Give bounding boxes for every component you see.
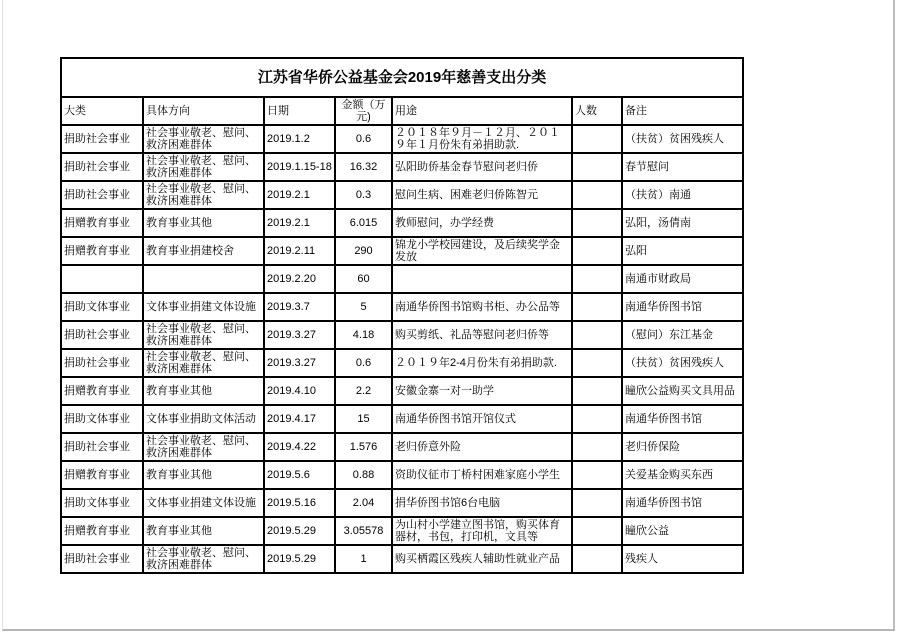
table-cell [572, 461, 622, 489]
table-cell [572, 377, 622, 405]
table-title-row [61, 58, 743, 97]
table-cell: 慰问生病、困难老归侨陈智元 [392, 181, 572, 209]
column-header-purpose: 用途 [392, 97, 572, 125]
table-cell: 15 [335, 405, 392, 433]
table-row [61, 265, 743, 293]
table-cell: 弘阳，汤倩南 [622, 209, 743, 237]
table-cell: 2.04 [335, 489, 392, 517]
table-cell: 教育事业其他 [143, 377, 264, 405]
table-cell: 2019.2.1 [264, 209, 335, 237]
column-header-people: 人数 [572, 97, 622, 125]
table-cell: 捐助社会事业 [61, 349, 143, 377]
table-cell [143, 265, 264, 293]
table-cell: 文体事业捐助文体活动 [143, 405, 264, 433]
table-cell [572, 209, 622, 237]
table-row [61, 377, 743, 405]
table-cell: 2019.3.27 [264, 321, 335, 349]
table-cell: 社会事业敬老、慰问、救济困难群体 [143, 545, 264, 573]
table-cell: 2019.5.6 [264, 461, 335, 489]
table-row [61, 405, 743, 433]
table-cell: 教育事业其他 [143, 209, 264, 237]
table-row [61, 517, 743, 545]
table-cell: 捐赠教育事业 [61, 237, 143, 265]
table-cell: 2019.5.16 [264, 489, 335, 517]
table-cell [61, 265, 143, 293]
table-cell: 捐助社会事业 [61, 181, 143, 209]
table-cell: 社会事业敬老、慰问、救济困难群体 [143, 321, 264, 349]
table-cell [572, 433, 622, 461]
table-cell: 瞳欣公益 [622, 517, 743, 545]
table-cell [572, 181, 622, 209]
table-cell: （慰问）东江基金 [622, 321, 743, 349]
table-cell: （扶贫）贫困残疾人 [622, 125, 743, 153]
table-cell: 教师慰问，办学经费 [392, 209, 572, 237]
table-cell: 社会事业敬老、慰问、救济困难群体 [143, 349, 264, 377]
table-row [61, 153, 743, 181]
table-cell: 1.576 [335, 433, 392, 461]
table-cell: 捐赠教育事业 [61, 461, 143, 489]
table-row [61, 237, 743, 265]
table-cell [572, 545, 622, 573]
table-cell: 1 [335, 545, 392, 573]
table-cell: 捐助文体事业 [61, 405, 143, 433]
table-cell: 购买剪纸、礼品等慰问老归侨等 [392, 321, 572, 349]
table-cell [572, 321, 622, 349]
table-cell [572, 517, 622, 545]
table-cell: 2019.1.15-18 [264, 153, 335, 181]
table-cell: 2019.1.2 [264, 125, 335, 153]
table-cell: 捐助文体事业 [61, 293, 143, 321]
table-cell: 290 [335, 237, 392, 265]
table-cell: 2019.5.29 [264, 545, 335, 573]
column-header-amount: 金额（万元) [335, 97, 392, 125]
table-cell: 2019.5.29 [264, 517, 335, 545]
table-cell [572, 125, 622, 153]
table-cell: 残疾人 [622, 545, 743, 573]
table-cell: 南通华侨图书馆 [622, 489, 743, 517]
table-cell: 2019.4.17 [264, 405, 335, 433]
table-cell: 南通市财政局 [622, 265, 743, 293]
table-cell: 2019.2.20 [264, 265, 335, 293]
table-cell: 瞳欣公益购买文具用品 [622, 377, 743, 405]
table-cell: 社会事业敬老、慰问、救济困难群体 [143, 433, 264, 461]
table-row [61, 181, 743, 209]
table-cell: 2019.3.27 [264, 349, 335, 377]
table-cell: 春节慰问 [622, 153, 743, 181]
table-cell: 捐华侨图书馆6台电脑 [392, 489, 572, 517]
table-row [61, 545, 743, 573]
table-cell: 捐赠教育事业 [61, 209, 143, 237]
table-cell [572, 153, 622, 181]
table-cell: 弘阳助侨基金春节慰问老归侨 [392, 153, 572, 181]
table-cell: 2019.3.7 [264, 293, 335, 321]
table-cell: 教育事业捐建校舍 [143, 237, 264, 265]
table-cell: 2019.2.11 [264, 237, 335, 265]
table-cell: 社会事业敬老、慰问、救济困难群体 [143, 125, 264, 153]
table-cell: 2019.2.1 [264, 181, 335, 209]
page-title: 江苏省华侨公益基金会2019年慈善支出分类 [61, 58, 743, 97]
table-cell [392, 265, 572, 293]
table-cell [572, 293, 622, 321]
table-cell: 捐助社会事业 [61, 125, 143, 153]
table-cell: 社会事业敬老、慰问、救济困难群体 [143, 153, 264, 181]
table-cell: 捐助社会事业 [61, 321, 143, 349]
table-row [61, 461, 743, 489]
table-row [61, 209, 743, 237]
table-cell: 捐助社会事业 [61, 433, 143, 461]
table-cell [572, 265, 622, 293]
table-cell: 60 [335, 265, 392, 293]
table-cell: （扶贫）贫困残疾人 [622, 349, 743, 377]
table-cell: 老归侨意外险 [392, 433, 572, 461]
table-cell: 南通华侨图书馆购书柜、办公品等 [392, 293, 572, 321]
table-cell: 3.05578 [335, 517, 392, 545]
table-cell: 南通华侨图书馆开馆仪式 [392, 405, 572, 433]
table-cell: 为山村小学建立图书馆，购买体育器材，书包，打印机，文具等 [392, 517, 572, 545]
table-cell: 老归侨保险 [622, 433, 743, 461]
table-cell [572, 349, 622, 377]
expense-table [60, 57, 744, 574]
table-cell: ２０１８年９月－１２月、２０１９年１月份朱有弟捐助款. [392, 125, 572, 153]
table-cell: 捐助文体事业 [61, 489, 143, 517]
column-header-direction: 具体方向 [143, 97, 264, 125]
table-cell: 教育事业其他 [143, 517, 264, 545]
table-cell: 捐赠教育事业 [61, 377, 143, 405]
table-cell: 16.32 [335, 153, 392, 181]
page-sheet [2, 0, 895, 631]
table-row [61, 433, 743, 461]
table-cell: 5 [335, 293, 392, 321]
table-row [61, 489, 743, 517]
table-cell: 0.3 [335, 181, 392, 209]
table-cell: 6.015 [335, 209, 392, 237]
table-cell: 0.88 [335, 461, 392, 489]
table-cell: 4.18 [335, 321, 392, 349]
table-cell: 0.6 [335, 349, 392, 377]
table-cell: 教育事业其他 [143, 461, 264, 489]
table-row [61, 321, 743, 349]
table-cell: ２０１９年2-4月份朱有弟捐助款. [392, 349, 572, 377]
table-cell: 购买栖霞区残疾人辅助性就业产品 [392, 545, 572, 573]
table-cell: 2019.4.22 [264, 433, 335, 461]
table-cell: 捐助社会事业 [61, 545, 143, 573]
table-cell: 关爱基金购买东西 [622, 461, 743, 489]
table-row [61, 293, 743, 321]
table-cell: 弘阳 [622, 237, 743, 265]
table-cell [572, 405, 622, 433]
table-cell: 捐赠教育事业 [61, 517, 143, 545]
table-body [61, 125, 743, 573]
table-cell: 社会事业敬老、慰问、救济困难群体 [143, 181, 264, 209]
table-cell: 2.2 [335, 377, 392, 405]
table-cell: 安徽金寨一对一助学 [392, 377, 572, 405]
table-cell: 0.6 [335, 125, 392, 153]
column-header-note: 备注 [622, 97, 743, 125]
column-header-category: 大类 [61, 97, 143, 125]
column-header-date: 日期 [264, 97, 335, 125]
table-cell [572, 237, 622, 265]
table-cell: 文体事业捐建文体设施 [143, 489, 264, 517]
table-cell: 南通华侨图书馆 [622, 405, 743, 433]
table-cell: 文体事业捐建文体设施 [143, 293, 264, 321]
table-header-row [61, 97, 743, 125]
table-cell: 南通华侨图书馆 [622, 293, 743, 321]
table-row [61, 349, 743, 377]
table-cell: 捐助社会事业 [61, 153, 143, 181]
table-cell: 资助仪征市丁桥村困难家庭小学生 [392, 461, 572, 489]
table-cell: （扶贫）南通 [622, 181, 743, 209]
table-cell [572, 489, 622, 517]
table-row [61, 125, 743, 153]
table-cell: 锦龙小学校园建设，及后续奖学金发放 [392, 237, 572, 265]
table-cell: 2019.4.10 [264, 377, 335, 405]
